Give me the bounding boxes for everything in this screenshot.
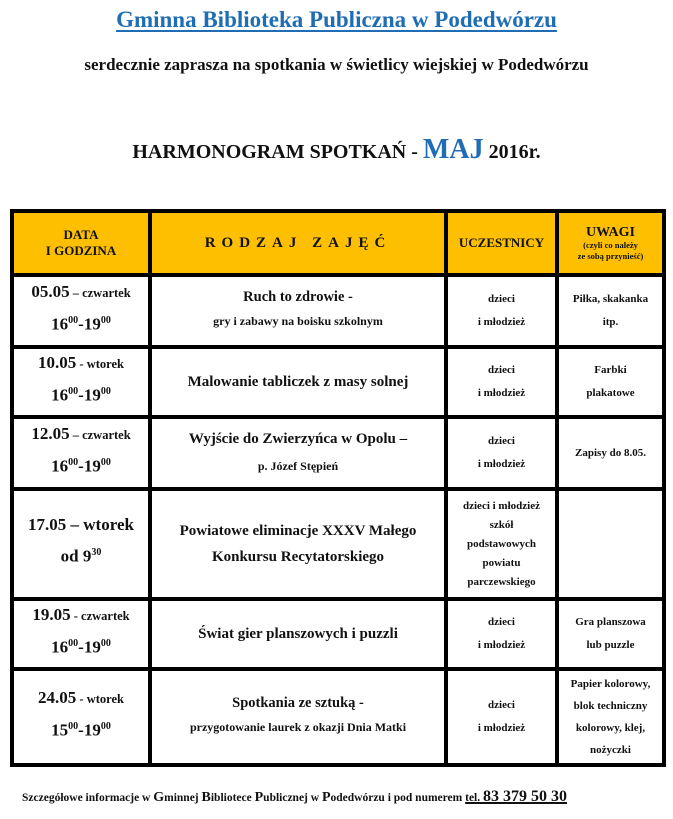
weekday: wtorek: [86, 356, 124, 371]
date: 10.05: [38, 352, 77, 372]
date-line: [17, 281, 145, 304]
time-end-min: 00: [100, 314, 111, 326]
participants-cell: [446, 669, 557, 765]
notes-line: Gra planszowa: [575, 616, 646, 628]
separator: -: [70, 608, 82, 623]
separator: -: [76, 691, 87, 706]
footer-text: Szczegółowe informacje w: [22, 792, 154, 804]
footer-text: B: [201, 790, 211, 805]
notes-line: plakatowe: [586, 387, 635, 399]
library-title: [0, 7, 673, 33]
participants-line: dzieci: [488, 699, 515, 711]
time-end-hour: 19: [83, 314, 101, 334]
phone-label: tel.: [465, 792, 484, 804]
time-dash: -: [78, 637, 84, 657]
footer-text: ublicznej w: [263, 792, 322, 804]
notes-line: Zapisy do 8.05.: [575, 446, 646, 459]
date-cell: [12, 489, 150, 599]
schedule-table: [10, 209, 666, 767]
time-end-min: 00: [100, 456, 111, 468]
column-header-notes-title: UWAGI: [585, 224, 635, 240]
notes-cell: [557, 599, 664, 669]
activity-title: Spotkania ze sztuką -: [232, 695, 364, 711]
time-start-min: 00: [68, 720, 79, 732]
date-cell: [12, 669, 150, 765]
activity-cell: [150, 489, 446, 599]
participants-line: szkół: [489, 518, 514, 531]
participants-line: powiatu: [482, 556, 521, 569]
notes-cell: [557, 489, 664, 599]
participants-line: i młodzież: [477, 316, 526, 328]
time-dash: -: [78, 720, 84, 740]
weekday: wtorek: [86, 691, 124, 706]
footer-text: odedwórzu i pod numerem: [330, 792, 466, 804]
activity-detail: przygotowanie laurek z okazji Dnia Matki: [189, 720, 407, 734]
date: 19.05: [32, 604, 71, 624]
time-start-min: 00: [68, 637, 79, 649]
notes-line: Piłka, skakanka: [572, 293, 649, 305]
table-row: [12, 669, 664, 765]
footer-text: ibliotece: [210, 792, 255, 804]
notes-line: lub puzzle: [586, 639, 635, 651]
participants-line: i młodzież: [477, 639, 526, 651]
time-end-min: 00: [100, 385, 111, 397]
time-dash: -: [78, 385, 84, 405]
column-header-date: [12, 211, 150, 275]
participants-line: dzieci: [488, 293, 515, 305]
table-row: [12, 417, 664, 489]
weekday: czwartek: [82, 285, 131, 300]
weekday: wtorek: [83, 515, 134, 535]
separator: –: [69, 427, 83, 442]
column-header-notes-sub1: (czyli co należy: [583, 239, 638, 250]
notes-line: Farbki: [594, 364, 627, 376]
time-range: [17, 536, 145, 574]
date-cell: [12, 599, 150, 669]
participants-cell: [446, 417, 557, 489]
column-header-notes-sub2: ze sobą przynieść): [577, 250, 644, 261]
activity-cell: [150, 417, 446, 489]
notes-line: nożyczki: [590, 744, 631, 756]
time-start-min: 00: [68, 456, 79, 468]
date: 12.05: [31, 423, 70, 443]
time-start-hour: 9: [82, 546, 92, 566]
date-line: [17, 604, 145, 627]
time-start-hour: 16: [51, 456, 69, 476]
time-end-hour: 19: [83, 720, 101, 740]
separator: –: [69, 285, 83, 300]
footer-info: [22, 788, 567, 806]
activity-title: Malowanie tabliczek z masy solnej: [187, 374, 409, 390]
time-end-min: 00: [100, 637, 111, 649]
date-line: [17, 514, 145, 536]
activity-cell: [150, 347, 446, 417]
participants-cell: [446, 599, 557, 669]
notes-line: itp.: [602, 316, 619, 328]
table-header-row: [12, 211, 664, 275]
participants-cell: [446, 489, 557, 599]
time-dash: -: [78, 314, 84, 334]
date-line: [17, 423, 145, 446]
heading-prefix: HARMONOGRAM SPOTKAŃ -: [132, 141, 423, 163]
notes-cell: [557, 669, 664, 765]
participants-cell: [446, 275, 557, 347]
date-cell: [12, 417, 150, 489]
notes-cell: [557, 275, 664, 347]
time-start-min: 00: [68, 385, 79, 397]
weekday: czwartek: [82, 427, 131, 442]
table-row: [12, 275, 664, 347]
time-end-hour: 19: [83, 456, 101, 476]
separator: -: [76, 356, 87, 371]
time-range: [17, 627, 145, 665]
time-range: [17, 375, 145, 413]
time-dash: -: [78, 456, 84, 476]
column-header-notes: [557, 211, 664, 275]
date-line: [17, 687, 145, 710]
participants-line: i młodzież: [477, 722, 526, 734]
column-header-participants: UCZESTNICY: [446, 211, 557, 275]
activity-title: Wyjście do Zwierzyńca w Opolu –: [188, 431, 408, 447]
activity-title: Świat gier planszowych i puzzli: [198, 626, 398, 642]
participants-line: podstawowych: [466, 537, 537, 550]
notes-line: kolorowy, klej,: [575, 722, 646, 734]
time-start-hour: 16: [51, 314, 69, 334]
footer-text: P: [321, 790, 331, 805]
participants-line: dzieci: [488, 435, 515, 447]
time-start-min: 30: [91, 547, 102, 559]
time-start-hour: 16: [51, 637, 69, 657]
activity-cell: [150, 599, 446, 669]
separator: –: [66, 515, 84, 535]
participants-line: parczewskiego: [467, 575, 536, 588]
participants-line: i młodzież: [477, 387, 526, 399]
participants-line: i młodzież: [477, 458, 526, 470]
date: 24.05: [38, 687, 77, 707]
library-title-text: Gminna Biblioteka Publiczna w Podedwórzu: [116, 7, 557, 32]
activity-cell: [150, 669, 446, 765]
table-row: [12, 347, 664, 417]
date-cell: [12, 275, 150, 347]
table-row: [12, 489, 664, 599]
column-header-activity: RODZAJ ZAJĘĆ: [150, 211, 446, 275]
time-end-hour: 19: [83, 637, 101, 657]
time-prefix: od: [60, 546, 83, 566]
notes-cell: [557, 347, 664, 417]
notes-cell: [557, 417, 664, 489]
invitation-subtitle: serdecznie zaprasza na spotkania w świetlicy wiejskiej w Podedwórzu: [84, 55, 589, 74]
heading-suffix: 2016r.: [483, 141, 541, 163]
activity-title: Ruch to zdrowie -: [243, 289, 353, 305]
column-header-date-line2: I GODZINA: [45, 243, 117, 258]
footer-text: minnej: [164, 792, 202, 804]
date-cell: [12, 347, 150, 417]
time-range: [17, 446, 145, 484]
date: 17.05: [28, 515, 67, 535]
weekday: czwartek: [81, 608, 130, 623]
participants-line: dzieci i młodzież: [463, 499, 540, 512]
participants-cell: [446, 347, 557, 417]
table-row: [12, 599, 664, 669]
activity-title-cont: Konkursu Recytatorskiego: [211, 549, 385, 565]
time-end-min: 00: [100, 720, 111, 732]
column-header-date-line1: DATA: [63, 227, 99, 242]
time-range: [17, 710, 145, 748]
time-start-min: 00: [68, 314, 79, 326]
time-range: [17, 304, 145, 342]
time-start-hour: 16: [51, 385, 69, 405]
participants-line: dzieci: [488, 616, 515, 628]
date: 05.05: [31, 281, 70, 301]
activity-detail: p. Józef Stępień: [257, 459, 339, 473]
activity-detail: gry i zabawy na boisku szkolnym: [213, 314, 383, 328]
footer-text: G: [153, 790, 165, 805]
activity-title: Powiatowe eliminacje XXXV Małego: [179, 523, 417, 539]
schedule-heading: [0, 134, 673, 166]
phone-digits: 83 379 50 30: [483, 788, 568, 805]
notes-line: Papier kolorowy,: [570, 678, 651, 690]
date-line: [17, 352, 145, 375]
phone-number: [465, 788, 568, 805]
time-end-hour: 19: [83, 385, 101, 405]
heading-month: MAJ: [422, 134, 484, 165]
time-start-hour: 15: [51, 720, 69, 740]
notes-line: blok techniczny: [573, 700, 648, 712]
footer-text: P: [254, 790, 264, 805]
participants-line: dzieci: [488, 364, 515, 376]
activity-cell: [150, 275, 446, 347]
